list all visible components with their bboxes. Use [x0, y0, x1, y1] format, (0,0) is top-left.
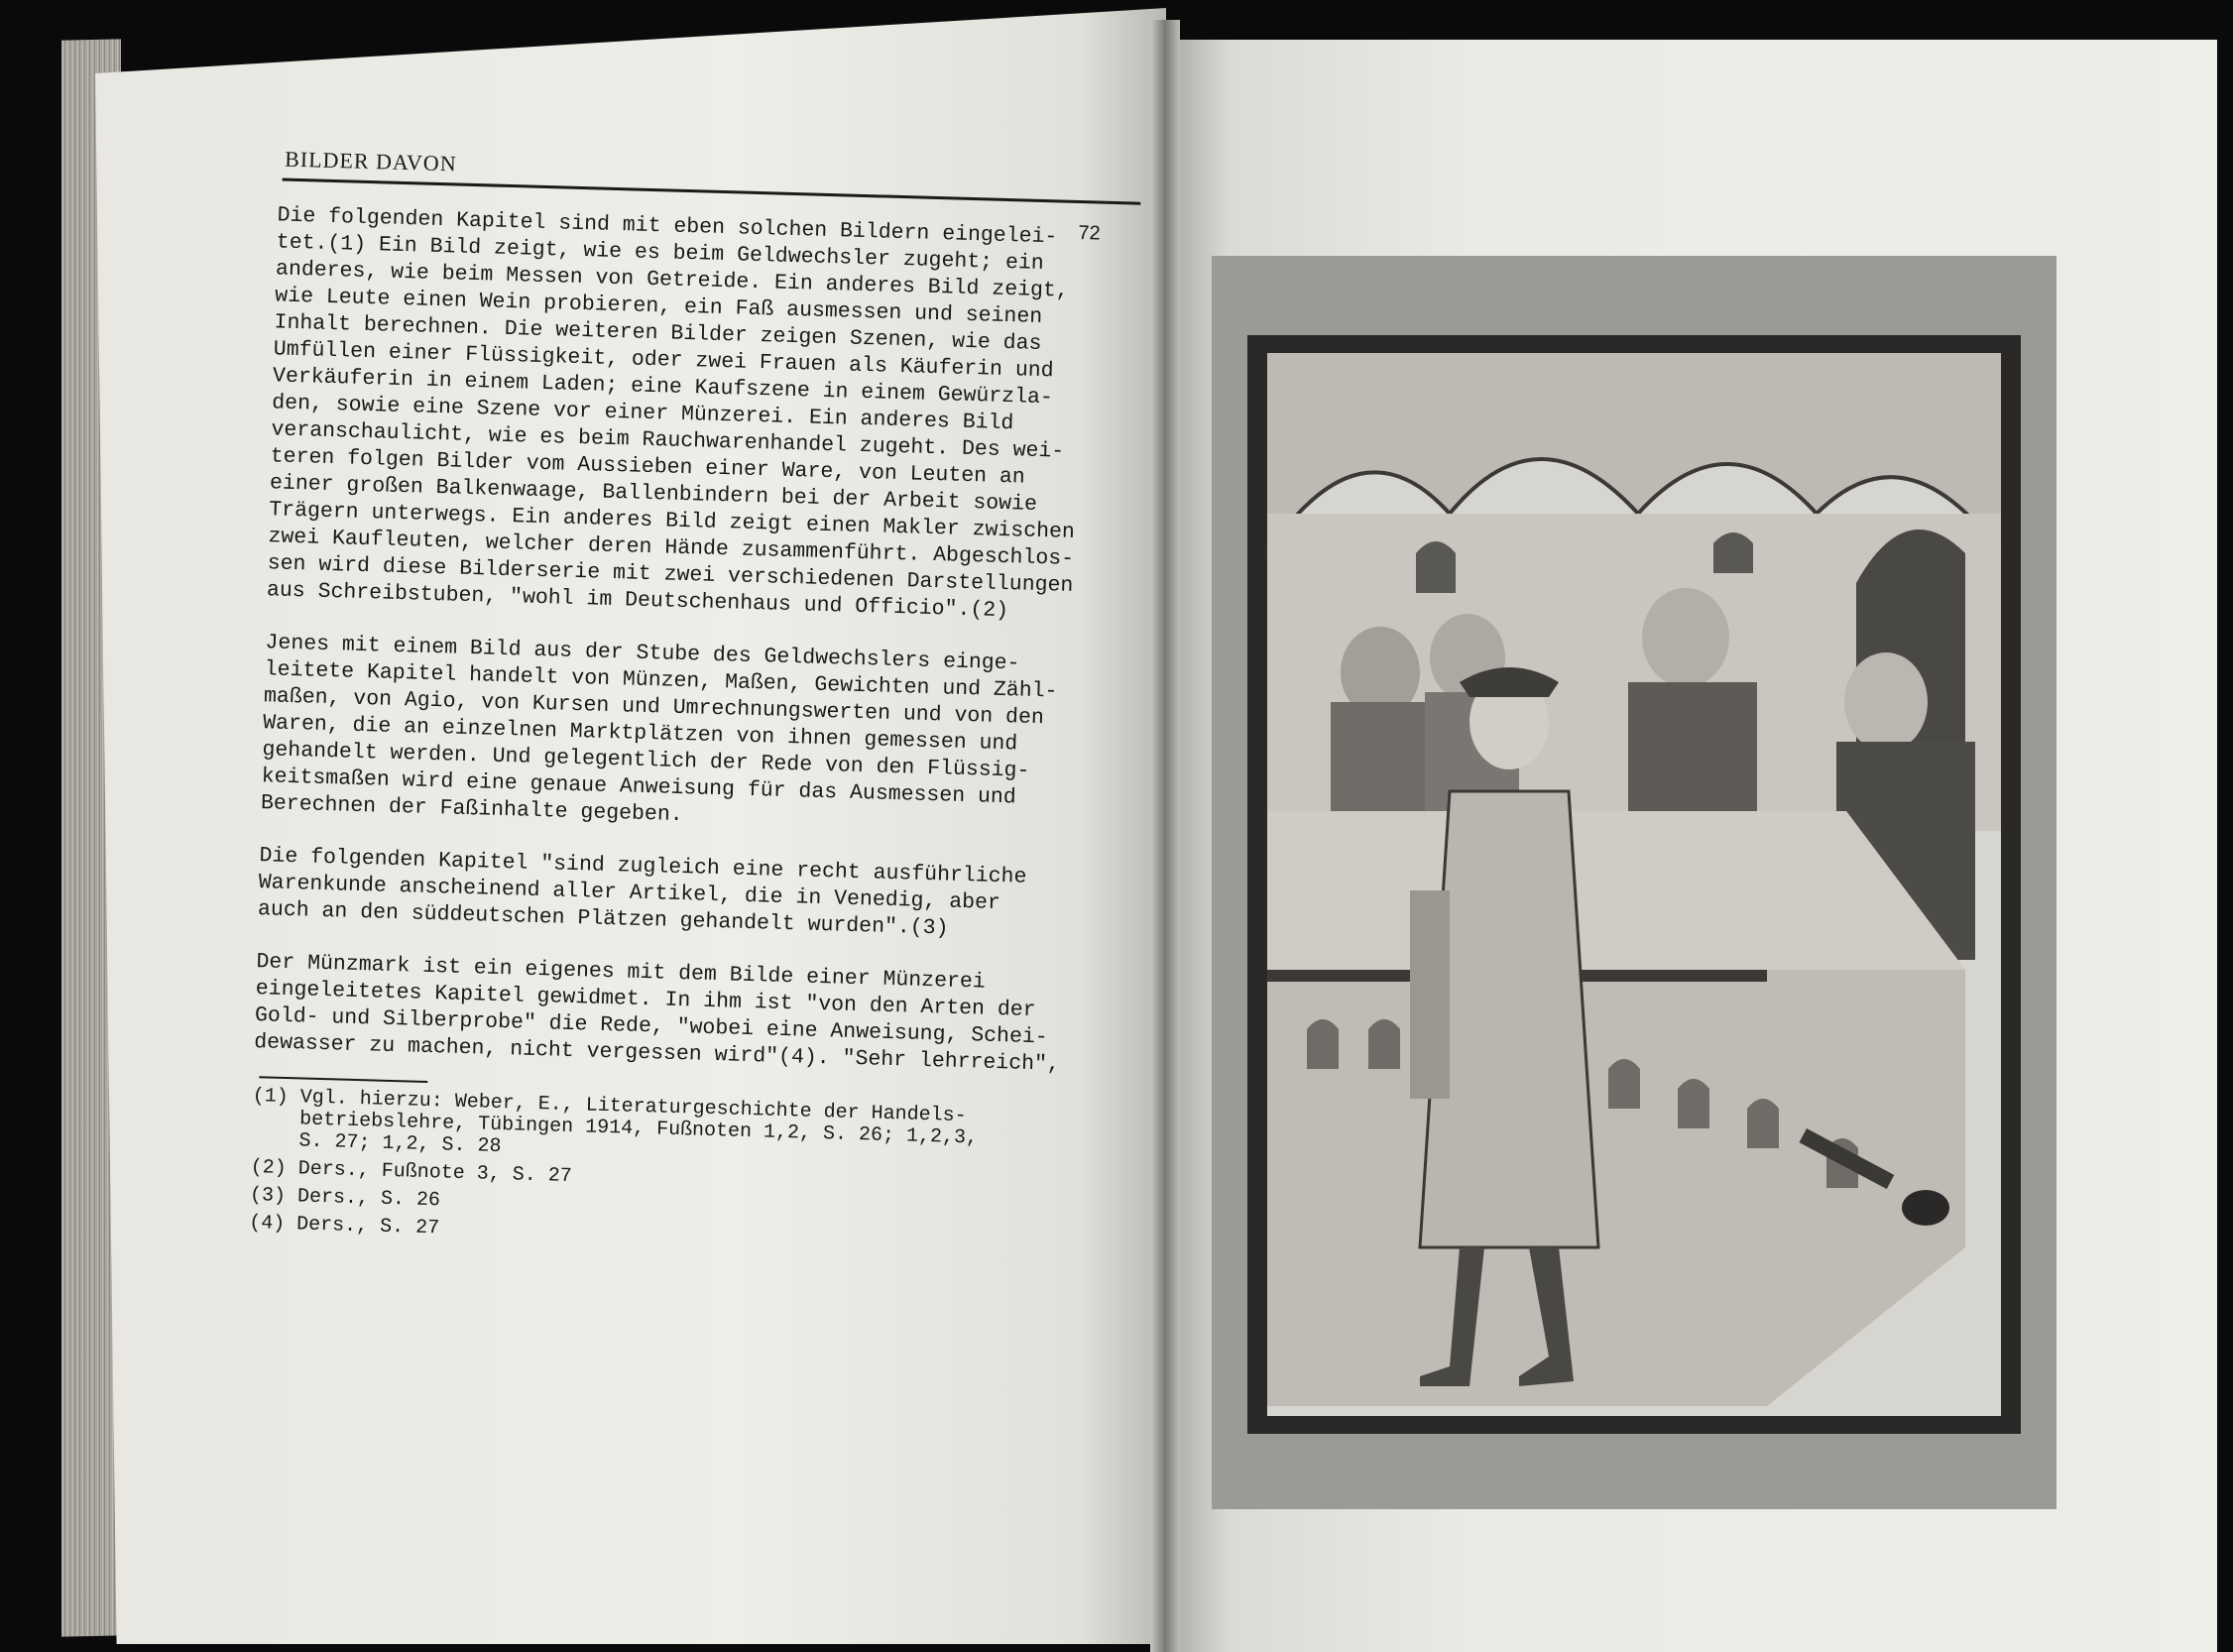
footnote: (2) Ders., Fußnote 3, S. 27	[250, 1156, 573, 1189]
footnotes	[249, 1086, 1106, 1258]
money-changer-illustration-icon	[1212, 256, 2057, 1509]
paragraph: Jenes mit einem Bild aus der Stube des Geldwechslers einge- leitete Kapitel handelt von Münzen, Maßen, Gewichten und Zähl- maßen, von Agio, von Kursen und Umrechnungswerten und von den Waren, die an einzelnen Marktplätzen von ihnen gemessen und gehandelt werden. Und gelegentlich der Rede von den Flüssig- keitsmaßen wird eine genaue Anweisung für das Ausmessen und Berechnen der Faßinhalte gegeben.	[260, 631, 1058, 828]
running-head: BILDER DAVON	[284, 146, 458, 177]
left-page-text	[197, 129, 1120, 1264]
illustration-plate	[1212, 256, 2057, 1509]
paragraph: Die folgenden Kapitel "sind zugleich eine recht ausführliche Warenkunde anscheinend aller Artikel, die in Venedig, aber auch an den süddeutschen Plätzen gehandelt wurden".(3)	[257, 844, 1027, 941]
paragraph: Der Münzmark ist ein eigenes mit dem Bilde einer Münzerei eingeleitetes Kapitel gewidmet. In ihm ist "von den Arten der Gold- und Silberprobe" die Rede, "wobei eine Anweisung, Schei- dewasser zu machen, nicht vergessen wird"(4). "Sehr lehrreich",	[253, 950, 1061, 1077]
footnote: (1) Vgl. hierzu: Weber, E., Literaturgeschichte der Handels- betriebslehre, Tübingen 1914, Fußnoten 1,2, S. 26; 1,2,3, S. 27; 1,2, S. 28	[251, 1085, 979, 1159]
footnote: (3) Ders., S. 26	[249, 1184, 441, 1213]
footnote-rule	[259, 1076, 427, 1083]
book-gutter	[1150, 20, 1180, 1652]
page-number: 72	[1078, 221, 1101, 245]
footnote: (4) Ders., S. 27	[248, 1212, 440, 1240]
paragraph: Die folgenden Kapitel sind mit eben solchen Bildern eingelei- tet.(1) Ein Bild zeigt, wie es beim Geldwechsler zugeht; ein anderes, wie beim Messen von Getreide. Ein anderes Bild zeigt, wie Leute einen Wein probieren, ein Faß ausmessen und seinen Inhalt berechnen. Die weiteren Bilder zeigen Szenen, wie das Umfüllen einer Flüssigkeit, oder zwei Frauen als Käuferin und Verkäuferin in einem Laden; eine Kaufszene in einem Gewürzla- den, sowie eine Szene vor einer Münzerei. Ein anderes Bild veranschaulicht, wie es beim Rauchwarenhandel zugeht. Des wei- teren folgen Bilder vom Aussieben einer Ware, von Leuten an einer großen Balkenwaage, Ballenbindern bei der Arbeit sowie Trägern unterwegs. Ein anderes Bild zeigt einen Makler zwischen zwei Kaufleuten, welcher deren Hände zusammenführt. Abgeschlos- sen wird diese Bilderserie mit zwei verschiedenen Darstellungen aus Schreibstuben, "wohl im Deutschenhaus und Officio".(2)	[266, 203, 1076, 624]
body-text	[249, 202, 1130, 1258]
